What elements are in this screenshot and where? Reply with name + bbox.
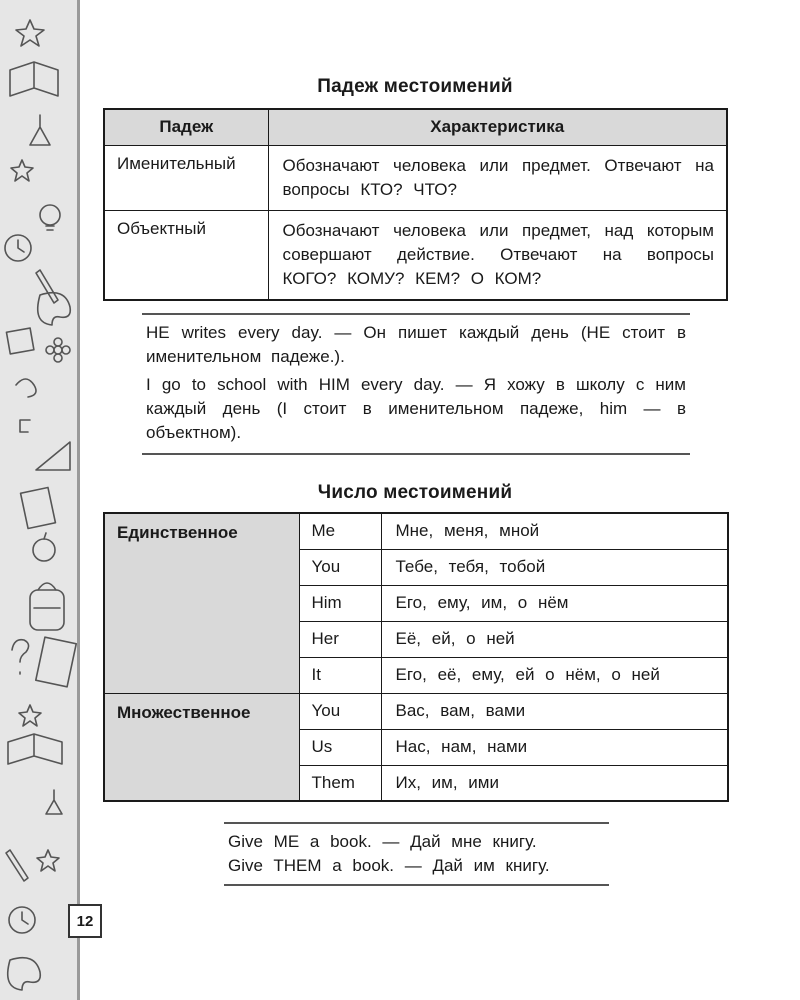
example-sentence: Give ME a book. — Дай мне книгу. xyxy=(228,832,537,851)
number-section-title: Число местоимений xyxy=(317,482,513,503)
number-examples-box xyxy=(224,822,609,886)
characteristic-column-header: Характеристика xyxy=(268,109,727,145)
example-sentence: Give THEM a book. — Дай им книгу. xyxy=(228,856,550,875)
pronoun-cell: You xyxy=(299,549,381,585)
pronoun-cell: Her xyxy=(299,621,381,657)
case-name-cell: Объектный xyxy=(104,210,268,300)
translation-cell: Его, ему, им, о нём xyxy=(381,585,728,621)
case-examples-box xyxy=(142,313,690,455)
translation-cell: Тебе, тебя, тобой xyxy=(381,549,728,585)
case-section-title: Падеж местоимений xyxy=(317,76,513,97)
pronoun-cell: It xyxy=(299,657,381,693)
example-sentence: I go to school with HIM every day. — Я хожу в школу с ним каждый день (I стоит в именительном падеже, him — в объектном). xyxy=(146,375,686,442)
case-description-cell: Обозначают человека или предмет, над которым совершают действие. Отвечают на вопросы КОГО? КОМУ? КЕМ? О КОМ? xyxy=(268,210,727,300)
translation-cell: Его, её, ему, ей о нём, о ней xyxy=(381,657,728,693)
pronoun-cell: Me xyxy=(299,513,381,549)
pronoun-cell: Us xyxy=(299,729,381,765)
plural-group-label: Множественное xyxy=(104,693,299,801)
case-column-header: Падеж xyxy=(104,109,268,145)
table-row xyxy=(104,210,727,300)
case-name-cell: Именительный xyxy=(104,145,268,210)
pronoun-cell: Him xyxy=(299,585,381,621)
translation-cell: Их, им, ими xyxy=(381,765,728,801)
example-sentence: HE writes every day. — Он пишет каждый день (HE стоит в именительном падеже.). xyxy=(146,323,686,366)
table-row xyxy=(104,513,728,549)
translation-cell: Вас, вам, вами xyxy=(381,693,728,729)
translation-cell: Мне, меня, мной xyxy=(381,513,728,549)
case-table-header-row xyxy=(104,109,727,145)
page-number: 12 xyxy=(68,904,102,938)
decorative-doodle-border xyxy=(0,0,80,1000)
case-description-cell: Обозначают человека или предмет. Отвечают на вопросы КТО? ЧТО? xyxy=(268,145,727,210)
case-table xyxy=(103,108,728,301)
table-row xyxy=(104,693,728,729)
table-row xyxy=(104,145,727,210)
translation-cell: Её, ей, о ней xyxy=(381,621,728,657)
number-table xyxy=(103,512,729,802)
pronoun-cell: You xyxy=(299,693,381,729)
school-doodles-icon xyxy=(0,0,80,1000)
singular-group-label: Единственное xyxy=(104,513,299,693)
pronoun-cell: Them xyxy=(299,765,381,801)
translation-cell: Нас, нам, нами xyxy=(381,729,728,765)
